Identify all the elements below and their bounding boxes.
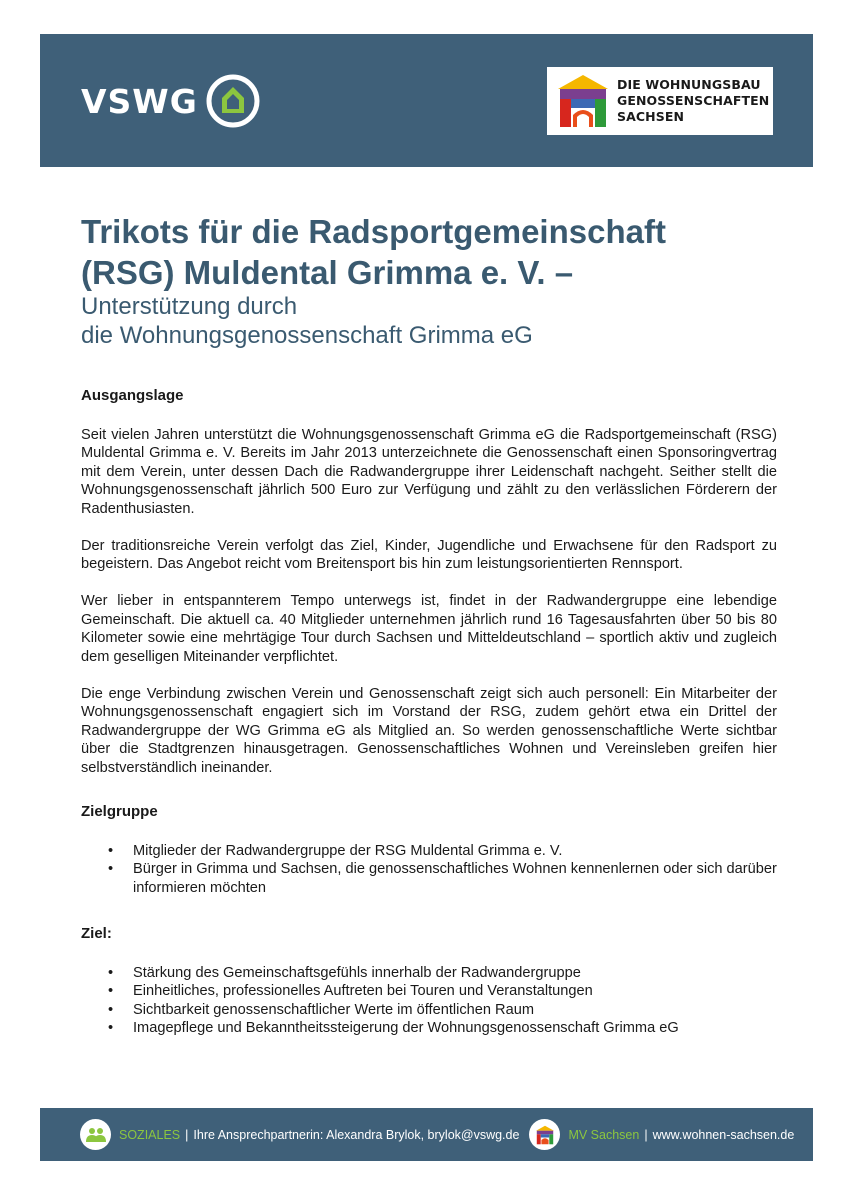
list-item: • Stärkung des Gemeinschaftsgefühls innerhalb der Radwandergruppe <box>108 964 777 983</box>
page-subtitle <box>81 292 781 350</box>
footer-band <box>40 1108 813 1161</box>
list-item: • Imagepflege und Bekanntheitssteigerung der Wohnungsgenossenschaft Grimma eG <box>108 1019 777 1038</box>
paragraph: Die enge Verbindung zwischen Verein und Genossenschaft zeigt sich auch personell: Ein Mitarbeiter der Wohnungsgenossenschaft engagiert sich im Vorstand der RSG, zudem gehört etwa ein Drittel der Radwandergruppe der WG Grimma eG als Mitglied an. So werden genossenschaftliche Werte sichtbar über die Stadtgrenzen hinausgetragen. Genossenschaftliches Wohnen und Vereinsleben greifen hier selbstverständlich ineinander. <box>81 685 777 776</box>
subtitle-line-2: die Wohnungsgenossenschaft Grimma eG <box>81 322 533 349</box>
wohnungsbau-line-1: DIE WOHNUNGSBAU <box>617 77 761 92</box>
footer-contact[interactable]: Ihre Ansprechpartnerin: Alexandra Brylok, brylok@vswg.de <box>193 1127 520 1142</box>
wohnungsbau-line-2: GENOSSENSCHAFTEN <box>617 93 770 108</box>
vswg-logo-text: VSWG <box>81 81 198 121</box>
page-title <box>81 211 781 293</box>
wohnungsbau-line-3: SACHSEN <box>617 109 685 124</box>
zielgruppe-list <box>108 842 777 898</box>
house-logo-icon <box>529 1119 560 1150</box>
paragraph: Der traditionsreiche Verein verfolgt das Ziel, Kinder, Jugendliche und Erwachsene für den Radsport zu begeistern. Das Angebot reicht vom Breitensport bis hin zum leistungsorientierten Rennsport. <box>81 537 777 572</box>
header-band <box>40 34 813 167</box>
section-heading-ziel: Ziel: <box>81 925 112 942</box>
paragraph: Wer lieber in entspannterem Tempo unterwegs ist, findet in der Radwandergruppe eine lebendige Gemeinschaft. Die aktuell ca. 40 Mitglieder unternehmen jährlich rund 16 Tagesausfahrten über 50 bis 80 Kilometer sowie eine mehrtägige Tour durch Sachsen und Mitteldeutschland – sportlich aktiv und zugleich dem geselligen Miteinander verpflichtet. <box>81 593 777 665</box>
wohnungsbau-logo-text <box>617 77 769 125</box>
wohnungsbau-house-icon <box>556 73 610 129</box>
document-body <box>81 387 777 1058</box>
vswg-house-icon <box>206 74 260 128</box>
footer-category[interactable]: SOZIALES <box>119 1127 181 1142</box>
title-line-1: Trikots für die Radsportgemeinschaft <box>81 213 666 250</box>
list-item: • Einheitliches, professionelles Auftreten bei Touren und Veranstaltungen <box>108 982 777 1001</box>
footer-separator: | <box>185 1127 189 1142</box>
wohnungsbau-logo[interactable] <box>547 67 773 135</box>
people-icon <box>80 1119 111 1150</box>
footer-website-link[interactable]: www.wohnen-sachsen.de <box>652 1127 795 1142</box>
title-line-2: (RSG) Muldental Grimma e. V. – <box>81 254 574 291</box>
ziel-list <box>108 964 777 1038</box>
section-heading-zielgruppe: Zielgruppe <box>81 803 158 820</box>
list-item: • Sichtbarkeit genossenschaftlicher Werte im öffentlichen Raum <box>108 1001 777 1020</box>
section-heading-ausgangslage: Ausgangslage <box>81 387 184 404</box>
vswg-logo[interactable] <box>81 74 260 128</box>
list-item: • Bürger in Grimma und Sachsen, die genossenschaftliches Wohnen kennenlernen oder sich darüber informieren möchten <box>108 860 777 897</box>
footer-org[interactable]: MV Sachsen <box>568 1127 640 1142</box>
subtitle-line-1: Unterstützung durch <box>81 293 298 320</box>
footer-separator: | <box>644 1127 648 1142</box>
list-item: • Mitglieder der Radwandergruppe der RSG Muldental Grimma e. V. <box>108 842 777 861</box>
paragraph: Seit vielen Jahren unterstützt die Wohnungsgenossenschaft Grimma eG die Radsportgemeinschaft (RSG) Muldental Grimma e. V. Bereits im Jahr 2013 unterzeichnete die Genossenschaft einen Sponsoringvertrag mit dem Verein, unter dessen Dach die Radwandergruppe ihrer Leidenschaft nachgeht. Seither stellt die Wohnungsgenossenschaft jährlich 500 Euro zur Verfügung und zählt zu den verlässlichen Förderern der Radenthusiasten. <box>81 426 777 517</box>
